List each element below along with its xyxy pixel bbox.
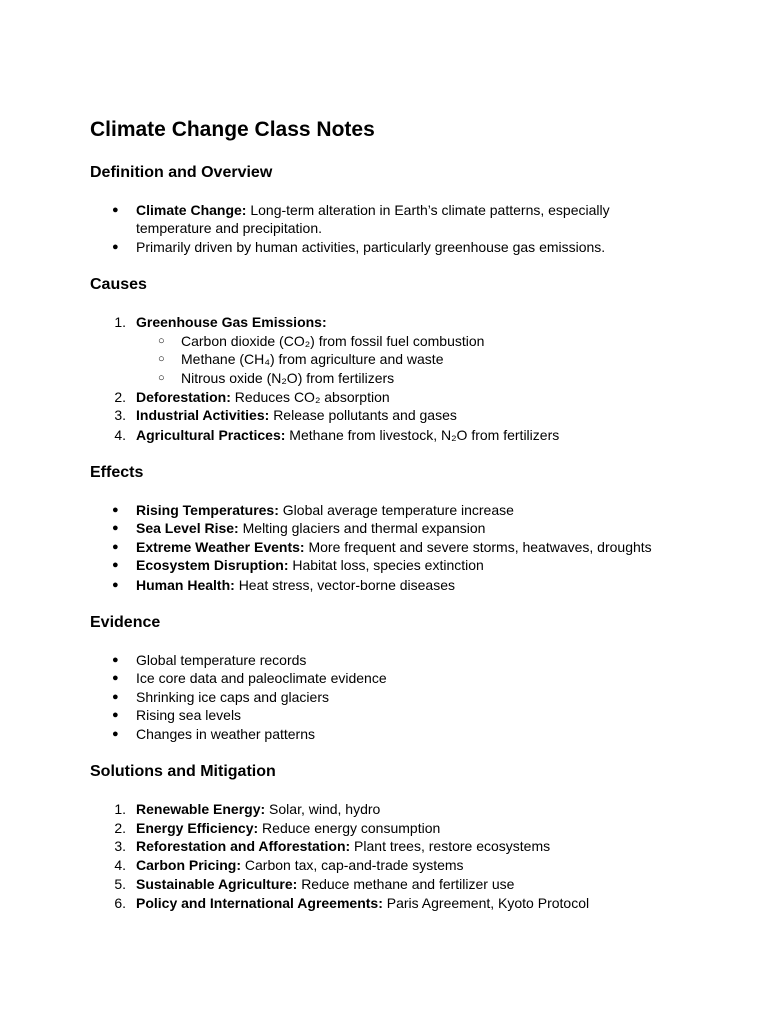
list-number: 4. bbox=[114, 857, 126, 873]
item-text: Heat stress, vector-borne diseases bbox=[238, 577, 456, 593]
list-number: 5. bbox=[114, 876, 126, 892]
item-label: Ecosystem Disruption: bbox=[136, 557, 289, 573]
list-item bbox=[136, 519, 485, 537]
list-item bbox=[136, 819, 440, 837]
item-text: Melting glaciers and thermal expansion bbox=[242, 520, 486, 536]
list-item: Primarily driven by human activities, particularly greenhouse gas emissions. bbox=[136, 239, 606, 255]
item-label: Industrial Activities: bbox=[136, 407, 270, 423]
item-label: Greenhouse Gas Emissions: bbox=[136, 314, 327, 330]
section-heading-definition: Definition and Overview bbox=[90, 164, 273, 181]
bullet-marker: ● bbox=[112, 559, 119, 571]
item-text: More frequent and severe storms, heatwaves, droughts bbox=[308, 539, 652, 555]
bullet-marker: ● bbox=[112, 241, 119, 253]
list-number: 4. bbox=[114, 427, 126, 443]
section-heading-evidence: Evidence bbox=[90, 614, 161, 631]
list-item bbox=[136, 894, 589, 912]
item-text: Reduce energy consumption bbox=[262, 820, 441, 836]
list-item bbox=[136, 837, 550, 855]
sub-list-item: Methane (CH₄) from agriculture and waste bbox=[181, 351, 444, 367]
bullet-marker: ● bbox=[112, 728, 119, 740]
list-item bbox=[136, 426, 559, 444]
item-label: Climate Change: bbox=[136, 202, 247, 218]
item-text: Reduces CO₂ absorption bbox=[234, 389, 390, 405]
item-label: Sea Level Rise: bbox=[136, 520, 239, 536]
list-item bbox=[136, 201, 610, 219]
bullet-marker: ● bbox=[112, 709, 119, 721]
bullet-marker: ● bbox=[112, 672, 119, 684]
item-text: Release pollutants and gases bbox=[273, 407, 457, 423]
bullet-marker: ● bbox=[112, 691, 119, 703]
list-item bbox=[136, 556, 484, 574]
list-item bbox=[136, 576, 455, 594]
item-label: Agricultural Practices: bbox=[136, 427, 286, 443]
item-label: Sustainable Agriculture: bbox=[136, 876, 298, 892]
item-text: Paris Agreement, Kyoto Protocol bbox=[386, 895, 590, 911]
item-label: Energy Efficiency: bbox=[136, 820, 259, 836]
sub-list-item: Nitrous oxide (N₂O) from fertilizers bbox=[181, 370, 395, 386]
item-label: Reforestation and Afforestation: bbox=[136, 838, 351, 854]
bullet-marker: ● bbox=[112, 522, 119, 534]
item-text: Methane from livestock, N₂O from fertilizers bbox=[289, 427, 560, 443]
list-item: Global temperature records bbox=[136, 652, 307, 668]
bullet-marker: ● bbox=[112, 204, 119, 216]
section-heading-causes: Causes bbox=[90, 276, 147, 293]
list-number: 1. bbox=[114, 801, 126, 817]
item-text: Reduce methane and fertilizer use bbox=[301, 876, 515, 892]
sub-bullet-marker: ○ bbox=[158, 335, 165, 347]
sub-list-item: Carbon dioxide (CO₂) from fossil fuel combustion bbox=[181, 333, 485, 349]
list-item bbox=[136, 856, 464, 874]
item-label: Carbon Pricing: bbox=[136, 857, 242, 873]
item-label: Renewable Energy: bbox=[136, 801, 266, 817]
list-item bbox=[136, 313, 327, 331]
item-text: Habitat loss, species extinction bbox=[292, 557, 484, 573]
section-heading-solutions: Solutions and Mitigation bbox=[90, 763, 276, 780]
list-number: 2. bbox=[114, 820, 126, 836]
bullet-marker: ● bbox=[112, 579, 119, 591]
item-label: Rising Temperatures: bbox=[136, 502, 279, 518]
list-item bbox=[136, 875, 514, 893]
section-heading-effects: Effects bbox=[90, 464, 144, 481]
list-item-continuation: temperature and precipitation. bbox=[136, 220, 322, 236]
bullet-marker: ● bbox=[112, 504, 119, 516]
list-item: Shrinking ice caps and glaciers bbox=[136, 689, 329, 705]
list-item: Rising sea levels bbox=[136, 707, 242, 723]
bullet-marker: ● bbox=[112, 654, 119, 666]
sub-bullet-marker: ○ bbox=[158, 372, 165, 384]
list-item bbox=[136, 406, 457, 424]
list-item bbox=[136, 388, 390, 406]
list-item bbox=[136, 800, 380, 818]
list-number: 3. bbox=[114, 838, 126, 854]
item-text: Solar, wind, hydro bbox=[269, 801, 381, 817]
item-text: Long-term alteration in Earth’s climate patterns, especially bbox=[250, 202, 610, 218]
list-item: Changes in weather patterns bbox=[136, 726, 315, 742]
list-item bbox=[136, 501, 514, 519]
page-title: Climate Change Class Notes bbox=[90, 118, 375, 141]
sub-bullet-marker: ○ bbox=[158, 353, 165, 365]
item-label: Deforestation: bbox=[136, 389, 231, 405]
list-number: 6. bbox=[114, 895, 126, 911]
list-number: 3. bbox=[114, 407, 126, 423]
bullet-marker: ● bbox=[112, 541, 119, 553]
item-label: Human Health: bbox=[136, 577, 235, 593]
list-number: 2. bbox=[114, 389, 126, 405]
item-text: Plant trees, restore ecosystems bbox=[354, 838, 551, 854]
item-label: Policy and International Agreements: bbox=[136, 895, 383, 911]
item-text: Global average temperature increase bbox=[282, 502, 514, 518]
item-text: Carbon tax, cap-and-trade systems bbox=[244, 857, 464, 873]
list-item bbox=[136, 538, 652, 556]
list-item: Ice core data and paleoclimate evidence bbox=[136, 670, 387, 686]
list-number: 1. bbox=[114, 314, 126, 330]
item-label: Extreme Weather Events: bbox=[136, 539, 305, 555]
